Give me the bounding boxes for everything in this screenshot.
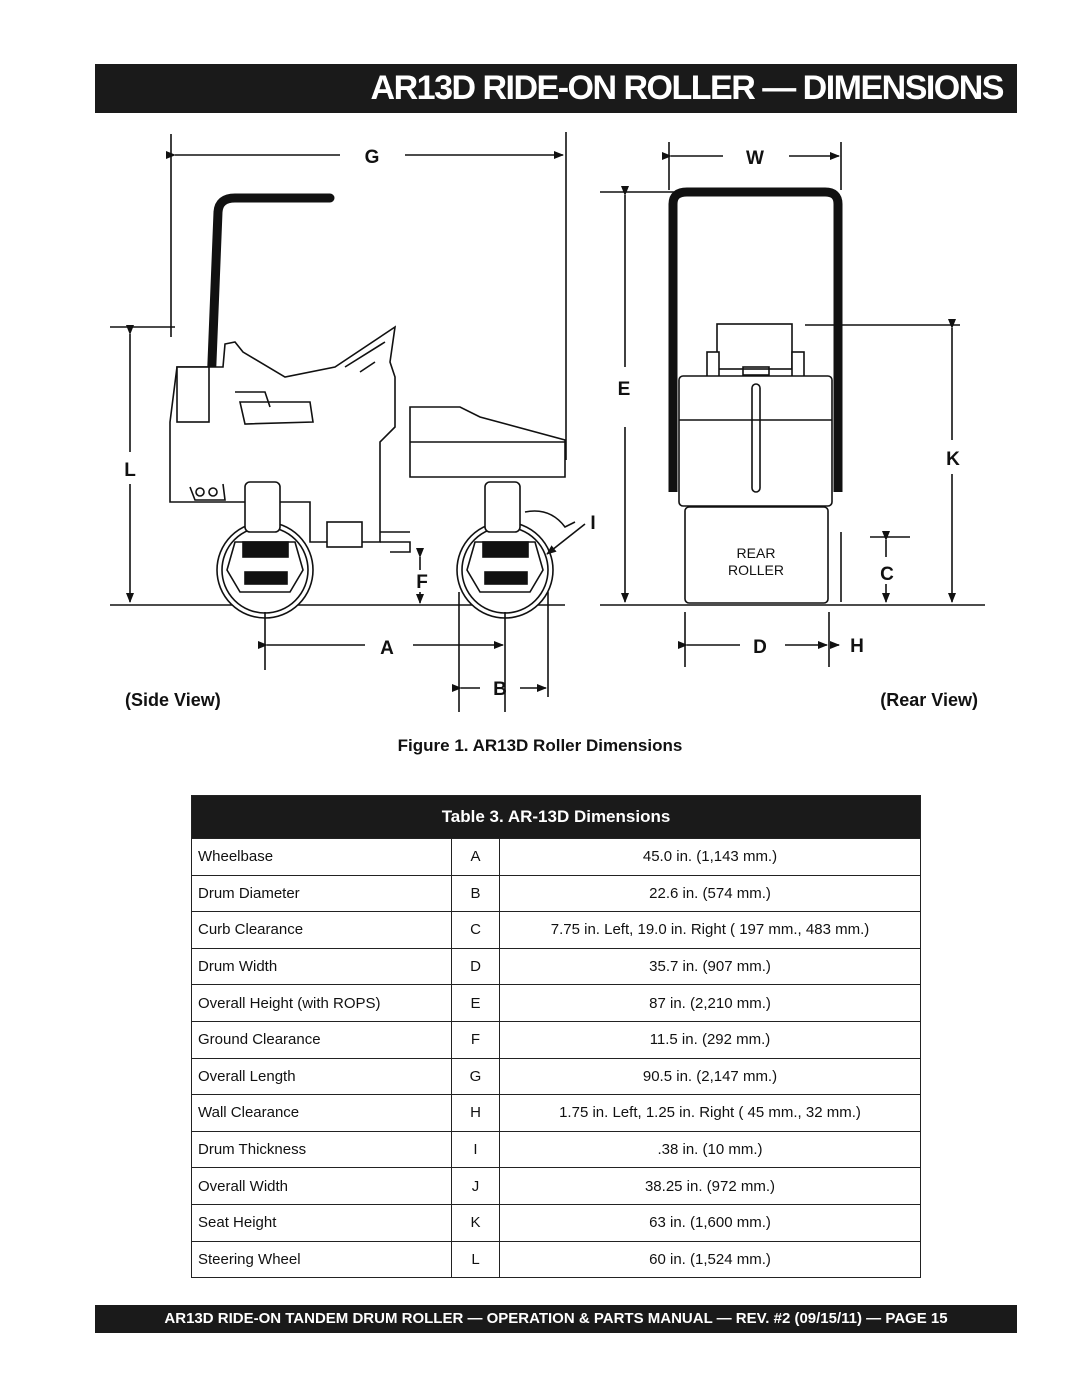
- dimension-letter-g: G: [364, 147, 380, 168]
- dimension-name: Ground Clearance: [192, 1022, 452, 1058]
- dimension-letter-d: D: [753, 637, 767, 658]
- dimension-name: Curb Clearance: [192, 912, 452, 948]
- table-row: [192, 1094, 920, 1131]
- dimension-ref: B: [452, 876, 500, 912]
- dimension-name: Overall Height (with ROPS): [192, 985, 452, 1021]
- dimension-letter-f: F: [416, 572, 428, 593]
- page-header-bar: [95, 64, 1017, 113]
- figure-caption: Figure 1. AR13D Roller Dimensions: [397, 736, 683, 755]
- dimension-value: 35.7 in. (907 mm.): [649, 958, 771, 976]
- table-row: [192, 1204, 920, 1241]
- page-footer-bar: [95, 1305, 1017, 1333]
- dimension-value: 60 in. (1,524 mm.): [649, 1250, 771, 1268]
- dimension-value: 45.0 in. (1,143 mm.): [642, 848, 778, 866]
- dimension-ref: F: [452, 1022, 500, 1058]
- table-body: [192, 838, 920, 1277]
- table-row: [192, 875, 920, 912]
- table-row: [192, 1241, 920, 1278]
- dimension-letter-l: L: [124, 460, 136, 481]
- dimension-name: Drum Width: [192, 949, 452, 985]
- dimension-value: 7.75 in. Left, 19.0 in. Right ( 197 mm., 483 mm.): [550, 921, 870, 939]
- table-row: [192, 1131, 920, 1168]
- footer-text: AR13D RIDE-ON TANDEM DRUM ROLLER — OPERATION & PARTS MANUAL — REV. #2 (09/15/11) — PAGE 15: [164, 1310, 948, 1327]
- dimension-name: Wall Clearance: [192, 1095, 452, 1131]
- dimension-name: Overall Length: [192, 1059, 452, 1095]
- dimension-name: Drum Diameter: [192, 876, 452, 912]
- dimension-ref: J: [452, 1168, 500, 1204]
- dimension-value: 90.5 in. (2,147 mm.): [642, 1067, 778, 1085]
- dimension-ref: E: [452, 985, 500, 1021]
- dimension-letter-i: I: [590, 513, 596, 534]
- table-row: [192, 911, 920, 948]
- table-row: [192, 1021, 920, 1058]
- dimensions-figure: [95, 122, 1017, 722]
- table-row: [192, 1167, 920, 1204]
- dimension-name: Seat Height: [192, 1205, 452, 1241]
- dimension-value: 11.5 in. (292 mm.): [649, 1031, 771, 1049]
- dimension-ref: D: [452, 949, 500, 985]
- side-view-label: (Side View): [125, 690, 221, 710]
- page-title: AR13D RIDE-ON ROLLER — DIMENSIONS: [370, 69, 1003, 107]
- rear-view-label: (Rear View): [880, 690, 978, 710]
- table-row: [192, 1058, 920, 1095]
- dimension-value: .38 in. (10 mm.): [657, 1141, 763, 1159]
- dimensions-table: [191, 795, 921, 1278]
- dimension-ref: I: [452, 1132, 500, 1168]
- rear-roller-label-line1: REAR: [736, 545, 776, 561]
- dimension-letter-h: H: [850, 636, 864, 657]
- dimension-letter-a: A: [380, 638, 394, 659]
- dimension-ref: C: [452, 912, 500, 948]
- dimension-ref: L: [452, 1242, 500, 1278]
- dimension-value: 22.6 in. (574 mm.): [649, 884, 771, 902]
- dimension-value: 38.25 in. (972 mm.): [644, 1177, 776, 1195]
- roller-diagram: [95, 122, 1017, 722]
- dimension-value: 87 in. (2,210 mm.): [649, 994, 771, 1012]
- dimension-ref: K: [452, 1205, 500, 1241]
- dimension-letter-k: K: [946, 449, 960, 470]
- dimension-letter-b: B: [493, 679, 507, 700]
- dimension-ref: A: [452, 839, 500, 875]
- dimension-ref: G: [452, 1059, 500, 1095]
- dimension-letter-c: C: [880, 564, 894, 585]
- rear-roller-label-line2: ROLLER: [727, 562, 785, 578]
- dimension-letter-e: E: [617, 379, 631, 400]
- dimension-name: Wheelbase: [192, 839, 452, 875]
- dimension-value: 63 in. (1,600 mm.): [649, 1214, 771, 1232]
- dimension-name: Steering Wheel: [192, 1242, 452, 1278]
- dimension-name: Drum Thickness: [192, 1132, 452, 1168]
- dimension-name: Overall Width: [192, 1168, 452, 1204]
- table-row: [192, 948, 920, 985]
- dimension-value: 1.75 in. Left, 1.25 in. Right ( 45 mm., 32 mm.): [559, 1104, 861, 1122]
- table-title: Table 3. AR-13D Dimensions: [192, 796, 920, 838]
- dimension-ref: H: [452, 1095, 500, 1131]
- dimension-letter-w: W: [746, 148, 764, 169]
- table-row: [192, 984, 920, 1021]
- table-row: [192, 838, 920, 875]
